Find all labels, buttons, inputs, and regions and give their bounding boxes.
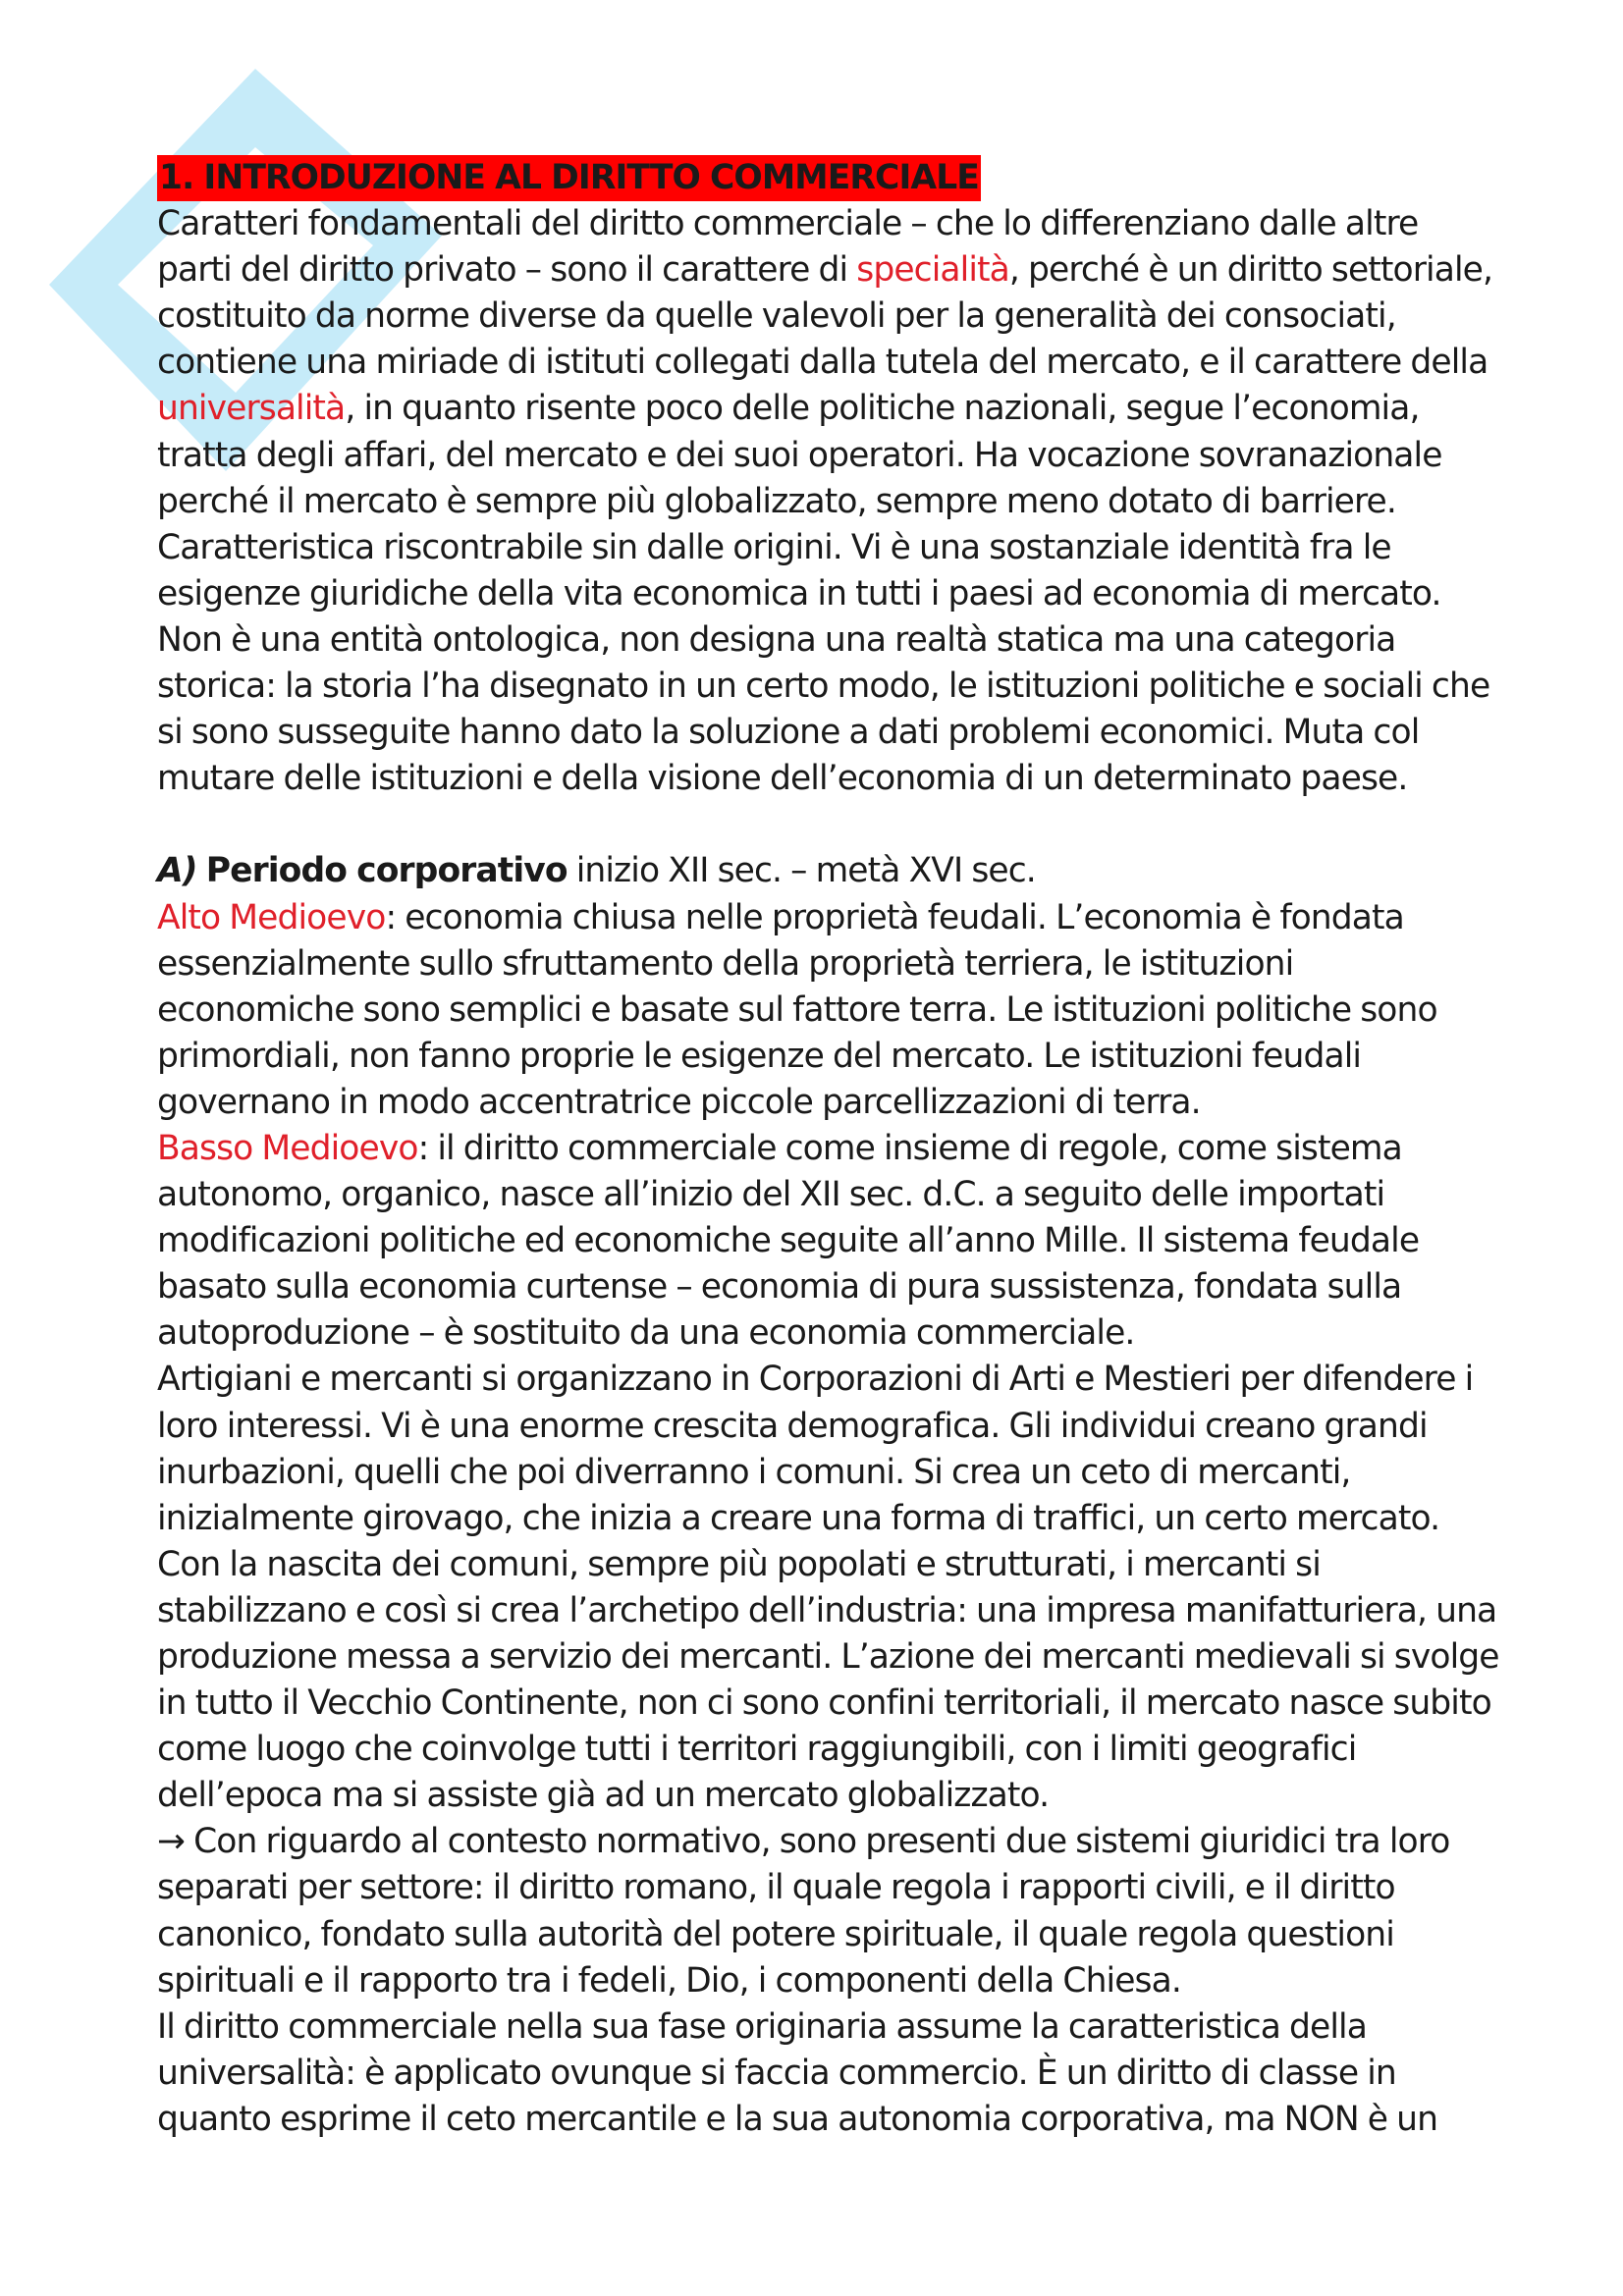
- paragraph-line: universalità, in quanto risente poco delle politiche nazionali, segue l’economia,: [157, 389, 1420, 429]
- paragraph-line: costituito da norme diverse da quelle valevoli per la generalità dei consociati,: [157, 296, 1396, 337]
- paragraph-line: inizialmente girovago, che inizia a creare una forma di traffici, un certo mercato.: [157, 1498, 1440, 1538]
- paragraph-line: Caratteri fondamentali del diritto commerciale – che lo differenziano dalle altre: [157, 204, 1419, 244]
- paragraph-line: quanto esprime il ceto mercantile e la sua autonomia corporativa, ma NON è un: [157, 2099, 1438, 2139]
- paragraph-line: mutare delle istituzioni e della visione dell’economia di un determinato paese.: [157, 759, 1408, 799]
- paragraph-gap: [157, 802, 1532, 848]
- subsection-heading: A) Periodo corporativo inizio XII sec. – metà XVI sec.: [157, 851, 1036, 891]
- document-page: [157, 155, 1532, 2143]
- paragraph-line: perché il mercato è sempre più globalizzato, sempre meno dotato di barriere.: [157, 481, 1396, 521]
- paragraph-line: governano in modo accentratrice piccole parcellizzazioni di terra.: [157, 1082, 1201, 1122]
- paragraph-line: Artigiani e mercanti si organizzano in Corporazioni di Arti e Mestieri per difendere i: [157, 1360, 1474, 1400]
- paragraph-line: stabilizzano e così si crea l’archetipo dell’industria: una impresa manifatturiera, una: [157, 1590, 1497, 1630]
- paragraph-line: inurbazioni, quelli che poi diverranno i comuni. Si crea un ceto di mercanti,: [157, 1452, 1351, 1492]
- label-basso-medioevo: Basso Medioevo: [157, 1128, 418, 1168]
- paragraph-line: modificazioni politiche ed economiche seguite all’anno Mille. Il sistema feudale: [157, 1221, 1420, 1261]
- paragraph-line: storica: la storia l’ha disegnato in un certo modo, le istituzioni politiche e sociali che: [157, 667, 1490, 707]
- paragraph-line: Non è una entità ontologica, non designa una realtà statica ma una categoria: [157, 619, 1396, 660]
- paragraph-line: Con la nascita dei comuni, sempre più popolati e strutturati, i mercanti si: [157, 1544, 1321, 1584]
- paragraph-line: autoproduzione – è sostituito da una economia commerciale.: [157, 1313, 1135, 1354]
- paragraph-line: Basso Medioevo: il diritto commerciale come insieme di regole, come sistema: [157, 1128, 1402, 1168]
- highlight-specialita: specialità: [856, 250, 1009, 291]
- paragraph-line: basato sulla economia curtense – economia di pura sussistenza, fondata sulla: [157, 1267, 1402, 1308]
- paragraph-line: loro interessi. Vi è una enorme crescita demografica. Gli individui creano grandi: [157, 1406, 1428, 1446]
- paragraph-line: si sono susseguite hanno dato la soluzione a dati problemi economici. Muta col: [157, 713, 1420, 753]
- paragraph-line: produzione messa a servizio dei mercanti. L’azione dei mercanti medievali si svolge: [157, 1637, 1499, 1677]
- paragraph-line: esigenze giuridiche della vita economica in tutti i paesi ad economia di mercato.: [157, 573, 1441, 614]
- paragraph-line: dell’epoca ma si assiste già ad un mercato globalizzato.: [157, 1776, 1050, 1816]
- paragraph-line: tratta degli affari, del mercato e dei suoi operatori. Ha vocazione sovranazionale: [157, 435, 1442, 475]
- paragraph-line: canonico, fondato sulla autorità del potere spirituale, il quale regola questioni: [157, 1914, 1394, 1954]
- paragraph-line: autonomo, organico, nasce all’inizio del XII sec. d.C. a seguito delle importati: [157, 1175, 1385, 1215]
- label-alto-medioevo: Alto Medioevo: [157, 897, 386, 937]
- paragraph-line: Caratteristica riscontrabile sin dalle origini. Vi è una sostanziale identità fra le: [157, 527, 1391, 567]
- paragraph-line: Il diritto commerciale nella sua fase originaria assume la caratteristica della: [157, 2006, 1367, 2047]
- paragraph-line: economiche sono semplici e basate sul fattore terra. Le istituzioni politiche sono: [157, 989, 1437, 1030]
- section-heading-line: [157, 155, 1532, 201]
- paragraph-line: essenzialmente sullo sfruttamento della proprietà terriera, le istituzioni: [157, 943, 1294, 984]
- paragraph-line: in tutto il Vecchio Continente, non ci sono confini territoriali, il mercato nasce subito: [157, 1683, 1491, 1724]
- paragraph-line: spirituali e il rapporto tra i fedeli, Dio, i componenti della Chiesa.: [157, 1960, 1181, 2001]
- paragraph-line: → Con riguardo al contesto normativo, sono presenti due sistemi giuridici tra loro: [157, 1822, 1450, 1862]
- paragraph-line: parti del diritto privato – sono il carattere di specialità, perché è un diritto settoriale,: [157, 250, 1493, 291]
- paragraph-line: separati per settore: il diritto romano, il quale regola i rapporti civili, e il diritto: [157, 1868, 1395, 1908]
- paragraph-line: universalità: è applicato ovunque si faccia commercio. È un diritto di classe in: [157, 2053, 1396, 2093]
- highlight-universalita: universalità: [157, 389, 346, 429]
- paragraph-line: Alto Medioevo: economia chiusa nelle proprietà feudali. L’economia è fondata: [157, 897, 1404, 937]
- paragraph-line: contiene una miriade di istituti collegati dalla tutela del mercato, e il carattere della: [157, 343, 1488, 383]
- paragraph-line: primordiali, non fanno proprie le esigenze del mercato. Le istituzioni feudali: [157, 1036, 1362, 1076]
- paragraph-line: come luogo che coinvolge tutti i territori raggiungibili, con i limiti geografici: [157, 1730, 1357, 1770]
- section-heading: 1. INTRODUZIONE AL DIRITTO COMMERCIALE: [157, 155, 981, 201]
